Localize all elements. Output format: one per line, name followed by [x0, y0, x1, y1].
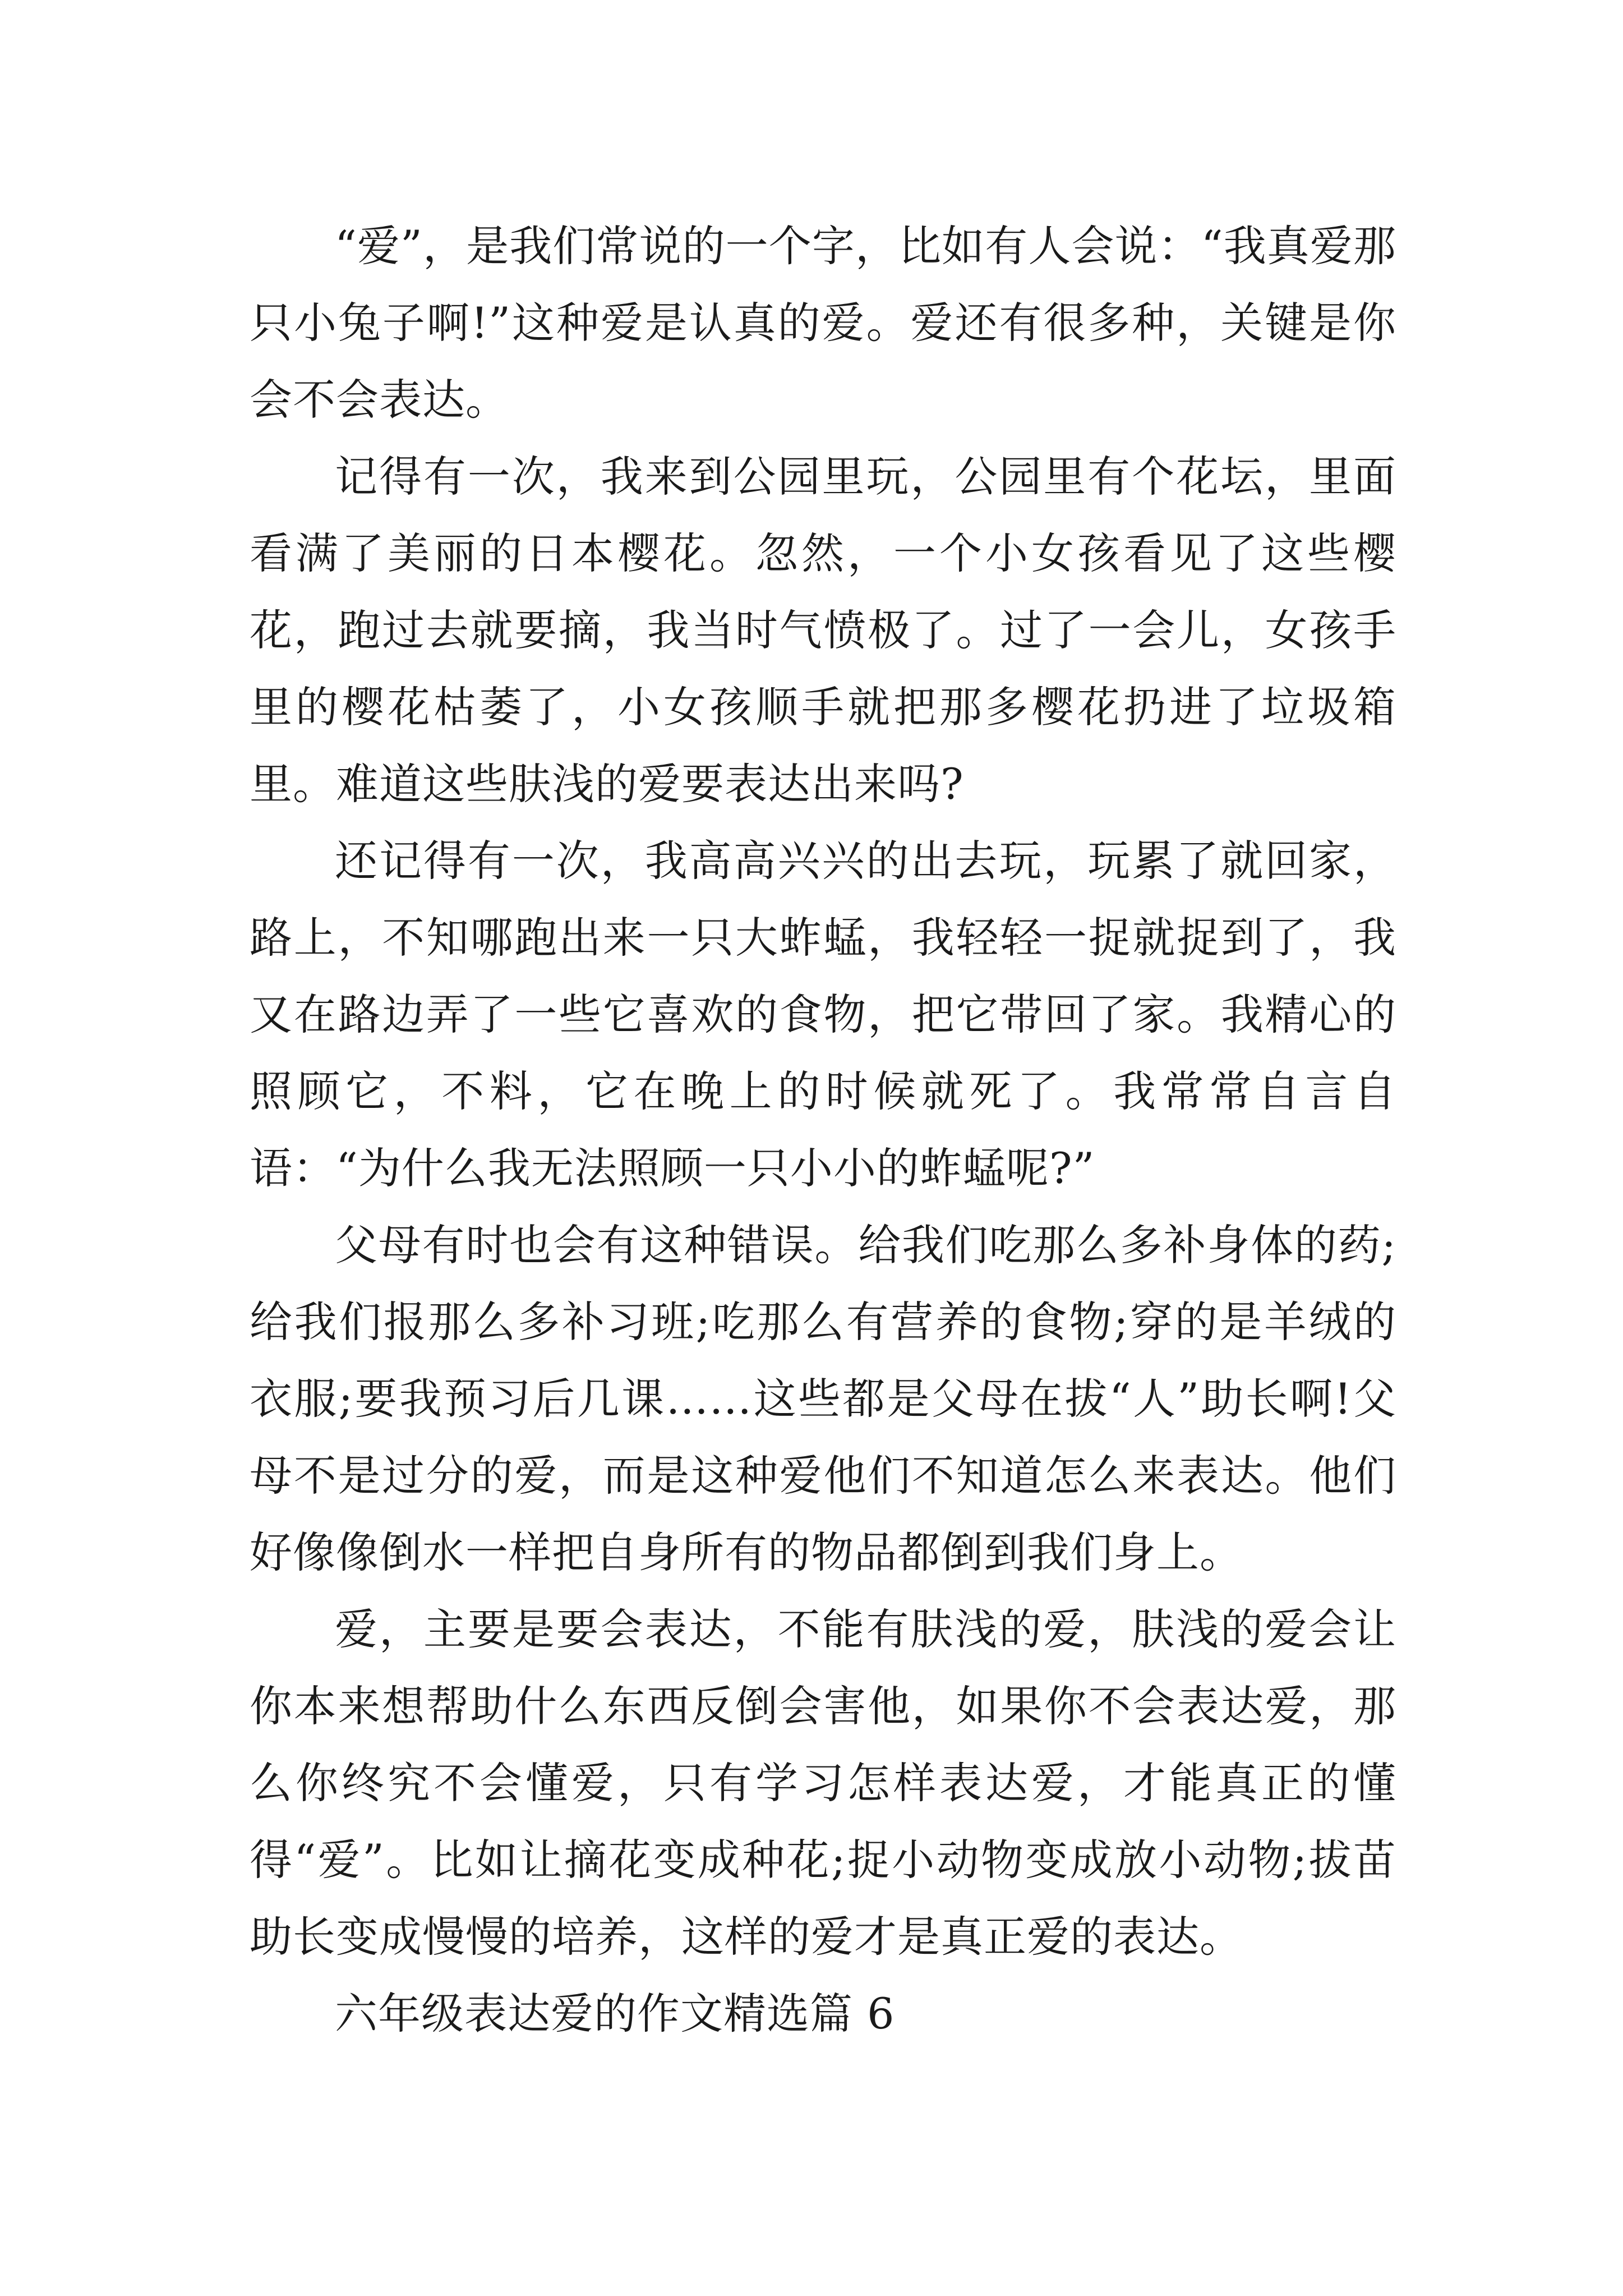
paragraph-4: 父母有时也会有这种错误。给我们吃那么多补身体的药;给我们报那么多补习班;吃那么有营养的食物;穿的是羊绒的衣服;要我预习后几课……这些都是父母在拔“人”助长啊!父母不是过分的爱，而是这种爱他们不知道怎么来表达。他们好像像倒水一样把自身所有的物品都倒到我们身上。: [250, 1220, 1396, 1577]
paragraph-2: 记得有一次，我来到公园里玩，公园里有个花坛，里面看满了美丽的日本樱花。忽然，一个小女孩看见了这些樱花，跑过去就要摘，我当时气愤极了。过了一会儿，女孩手里的樱花枯萎了，小女孩顺手就把那多樱花扔进了垃圾箱里。难道这些肤浅的爱要表达出来吗?: [250, 452, 1396, 809]
paragraph-3: 还记得有一次，我高高兴兴的出去玩，玩累了就回家，路上，不知哪跑出来一只大蚱蜢，我轻轻一捉就捉到了，我又在路边弄了一些它喜欢的食物，把它带回了家。我精心的照顾它，不料，它在晚上的时候就死了。我常常自言自语：“为什么我无法照顾一只小小的蚱蜢呢?”: [250, 836, 1396, 1193]
essay-body: [250, 208, 1396, 2052]
paragraph-1: “爱”，是我们常说的一个字，比如有人会说：“我真爱那只小兔子啊!”这种爱是认真的爱。爱还有很多种，关键是你会不会表达。: [250, 221, 1396, 425]
section-heading: 六年级表达爱的作文精选篇 6: [335, 1989, 895, 2039]
paragraph-5: 爱，主要是要会表达，不能有肤浅的爱，肤浅的爱会让你本来想帮助什么东西反倒会害他，如果你不会表达爱，那么你终究不会懂爱，只有学习怎样表达爱，才能真正的懂得“爱”。比如让摘花变成种花;捉小动物变成放小动物;拔苗助长变成慢慢的培养，这样的爱才是真正爱的表达。: [250, 1604, 1396, 1962]
